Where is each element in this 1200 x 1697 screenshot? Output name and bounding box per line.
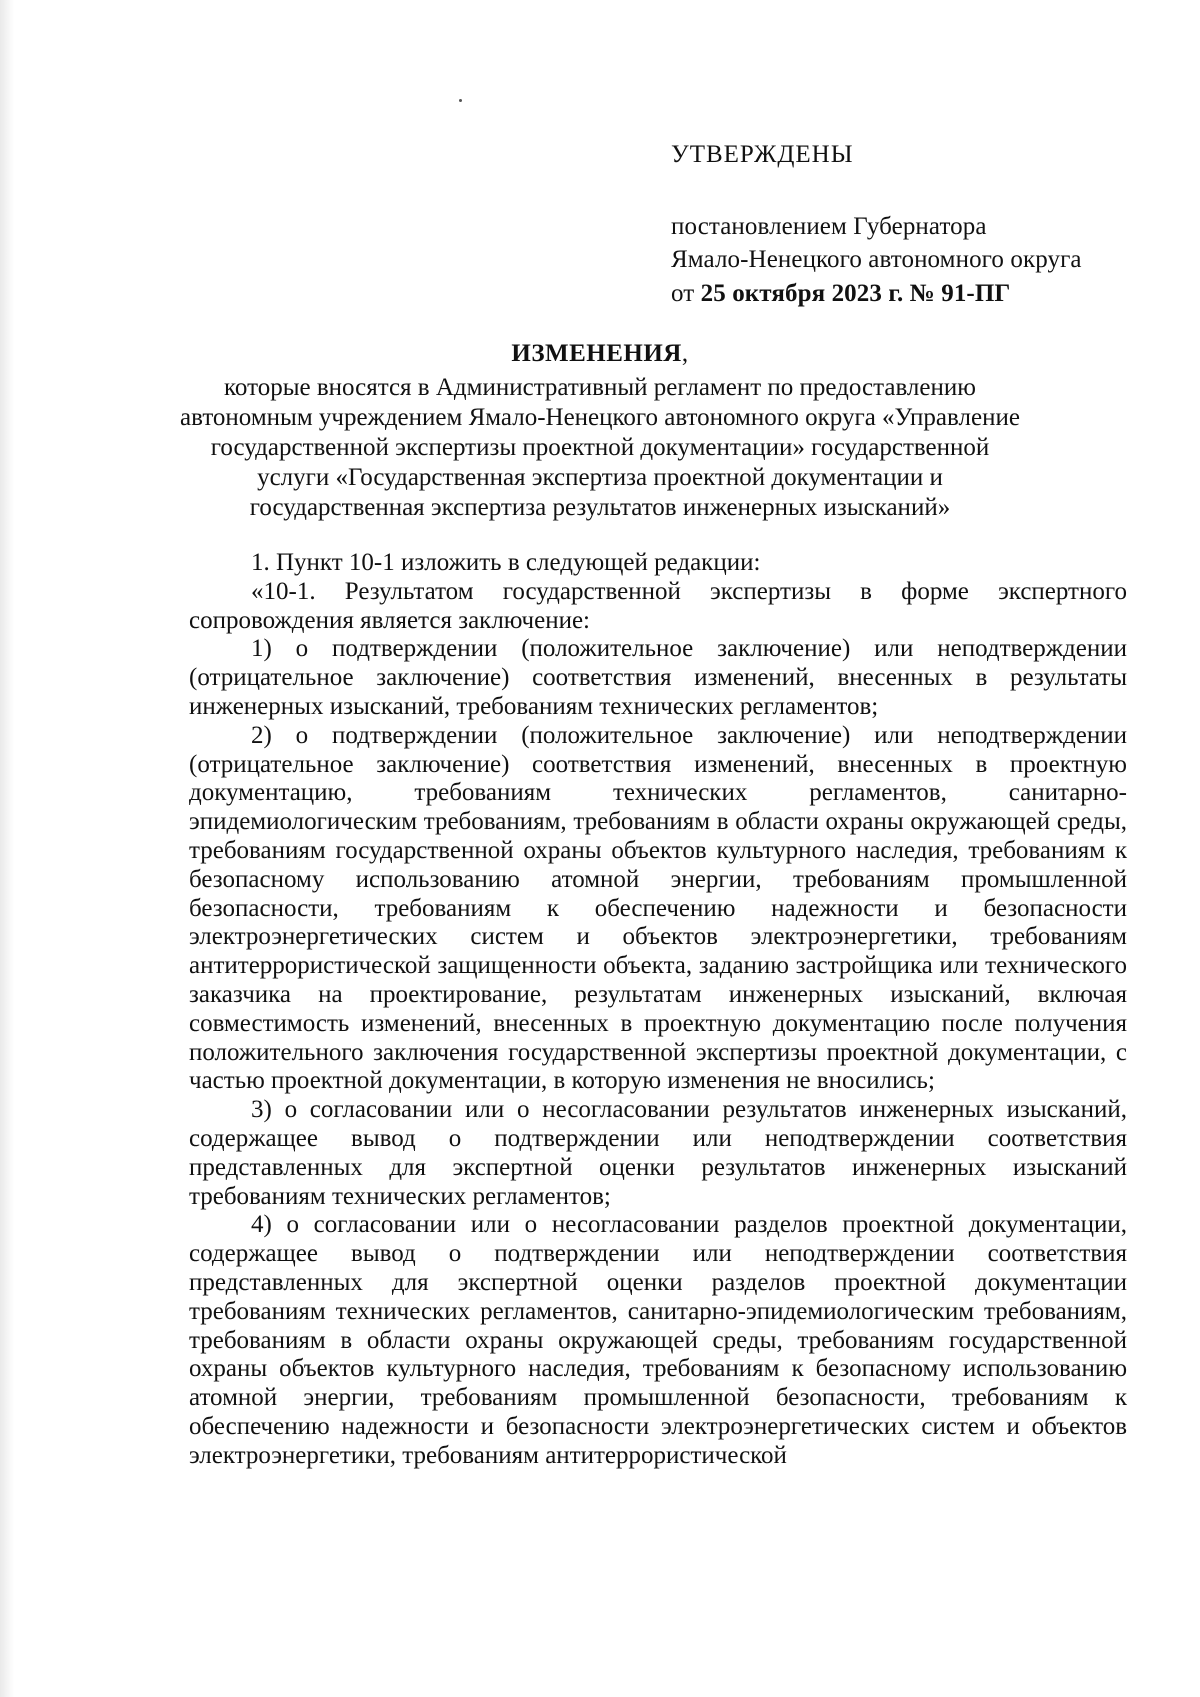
title-heading-line	[150, 339, 1050, 369]
body-paragraph: 1) о подтверждении (положительное заключение) или неподтверждении (отрицательное заключение) соответствия изменений, внесенных в результаты инженерных изысканий, требованиям технических регламентов;	[189, 635, 1127, 720]
scan-edge-shadow	[0, 0, 14, 1697]
approval-stamp: УТВЕРЖДЕНЫ	[671, 141, 854, 168]
document-title	[150, 339, 1050, 523]
title-line: которые вносятся в Административный регламент по предоставлению	[224, 374, 976, 401]
title-line: автономным учреждением Ямало-Ненецкого автономного округа «Управление	[180, 404, 1020, 431]
title-line: государственной экспертизы проектной документации» государственной	[210, 434, 990, 461]
approval-line-1: постановлением Губернатора	[671, 212, 987, 240]
approval-block	[671, 138, 1082, 310]
body-paragraph: 3) о согласовании или о несогласовании результатов инженерных изысканий, содержащее вывод о подтверждении или неподтверждении соответствия представленных для экспертной оценки результатов инженерных изысканий требованиям технических регламентов;	[189, 1096, 1127, 1210]
approval-line-2: Ямало-Ненецкого автономного округа	[671, 246, 1082, 273]
body-paragraph: 1. Пункт 10-1 изложить в следующей редакции:	[251, 549, 761, 576]
approval-date-line	[671, 277, 1082, 311]
approval-date: 25 октября 2023 г. № 91-ПГ	[700, 279, 1011, 307]
scan-speck	[459, 99, 462, 102]
title-line: услуги «Государственная экспертиза проектной документации и	[257, 464, 943, 491]
title-line: государственная экспертиза результатов инженерных изысканий»	[249, 494, 951, 521]
body-paragraph: 4) о согласовании или о несогласовании разделов проектной документации, содержащее вывод о подтверждении или неподтверждении соответствия представленных для экспертной оценки разделов проектной документации требованиям технических регламентов, санитарно-эпидемиологическим требованиям, требованиям в области охраны окружающей среды, требованиям государственной охраны объектов культурного наследия, требованиям к безопасному использованию атомной энергии, требованиям промышленной безопасности, требованиям к обеспечению надежности и безопасности электроэнергетических систем и объектов электроэнергетики, требованиям антитеррористической	[189, 1211, 1127, 1469]
approval-date-prefix: от	[671, 279, 701, 307]
body-paragraph: «10-1. Результатом государственной экспертизы в форме экспертного сопровождения является заключение:	[189, 577, 1127, 634]
body-paragraph: 2) о подтверждении (положительное заключение) или неподтверждении (отрицательное заключение) соответствия изменений, внесенных в проектную документацию, требованиям технических регламентов, санитарно-эпидемиологическим требованиям, требованиям в области охраны окружающей среды, требованиям государственной охраны объектов культурного наследия, требованиям к безопасному использованию атомной энергии, требованиям промышленной безопасности, требованиям к обеспечению надежности и безопасности электроэнергетических систем и объектов электроэнергетики, требованиям антитеррористической защищенности объекта, заданию застройщика или технического заказчика на проектирование, результатам инженерных изысканий, включая совместимость изменений, внесенных в проектную документацию после получения положительного заключения государственной экспертизы проектной документации, с частью проектной документации, в которую изменения не вносились;	[189, 721, 1127, 1095]
document-body	[189, 549, 1127, 1471]
title-heading-suffix: ,	[681, 340, 689, 367]
title-heading: ИЗМЕНЕНИЯ	[511, 340, 682, 367]
